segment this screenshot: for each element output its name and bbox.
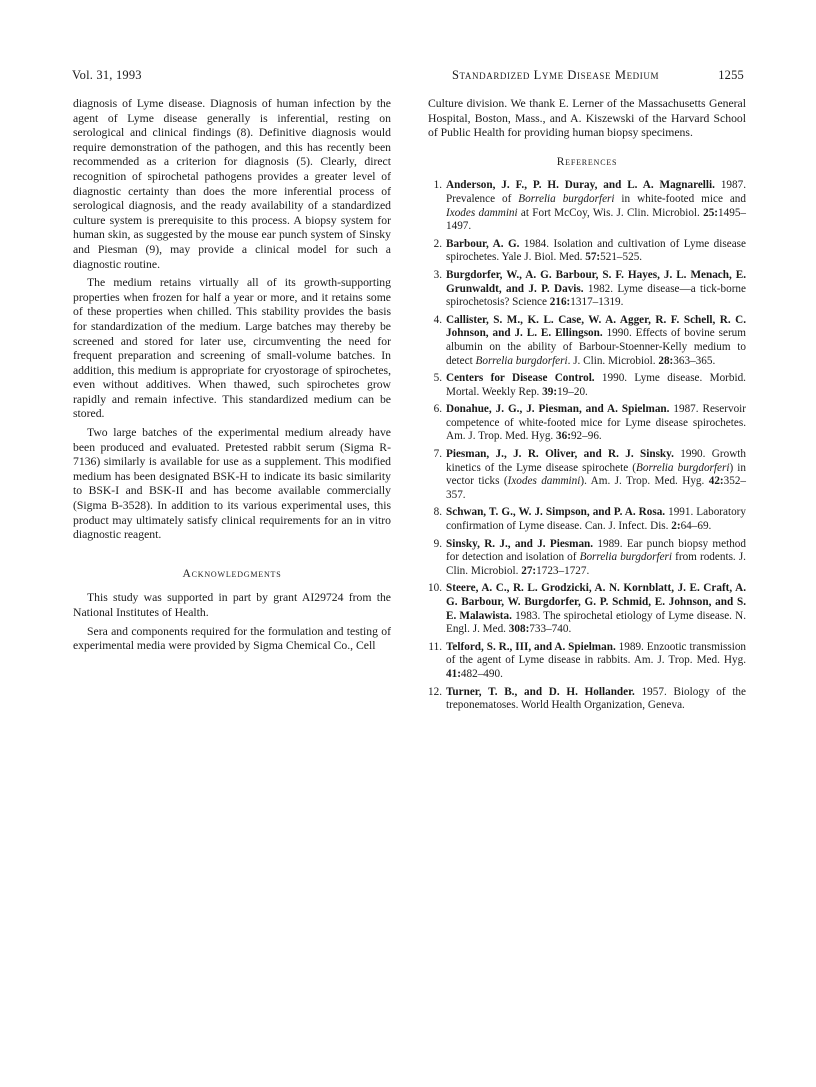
reference-volume: 2: xyxy=(671,520,681,533)
reference-italic-term: Borrelia burgdorferi xyxy=(518,192,615,205)
acknowledgment-paragraph: This study was supported in part by grant AI29724 from the National Institutes of Health. xyxy=(73,591,391,619)
reference-authors: Turner, T. B., and D. H. Hollander. xyxy=(446,685,635,698)
reference-text: Schwan, T. G., W. J. Simpson, and P. A. Rosa. 1991. Laboratory confirmation of Lyme disease. Can. J. Infect. Dis. 2:64–69. xyxy=(446,506,747,533)
body-paragraph: Two large batches of the experimental medium already have been produced and evaluated. Pretested rabbit serum (Sigma R-7136) similarly is available for use as a supplement. This modified medium has been designated BSK-H to indicate its basic similarity to BSK-I and BSK-II and has become available commercially (Sigma B-3528). In addition to its various experimental uses, this product may ultimately satisfy clinical requirements for an in vitro diagnostic reagent. xyxy=(73,426,391,542)
reference-volume: 57: xyxy=(585,251,601,264)
reference-item xyxy=(428,403,746,444)
reference-italic-term: Borrelia burgdorferi xyxy=(579,551,673,564)
reference-number: 11. xyxy=(428,640,442,653)
reference-volume: 36: xyxy=(556,430,571,443)
reference-item xyxy=(428,372,746,399)
references-heading: References xyxy=(556,155,618,168)
reference-text: Turner, T. B., and D. H. Hollander. 1957. Biology of the treponematoses. World Health Organization, Geneva. xyxy=(446,685,746,712)
reference-italic-term: Borrelia burgdorferi xyxy=(636,461,730,474)
body-paragraph: diagnosis of Lyme disease. Diagnosis of human infection by the agent of Lyme disease generally is inferential, resting on serological and clinical findings (8). Definitive diagnosis would require demonstration of the pathogen, and this has recently been recommended as a criterion for diagnosis (5). Clearly, direct recognition of spirochetal pathogens provides a greater level of diagnostic certainty than does the more inferential process of serological diagnosis, and the ready availability of a standardized culture system is prerequisite to this process. A biopsy system for human skin, as suggested by the mouse ear punch system of Sinsky and Piesman (9), may provide a clinical model for such a diagnostic routine. xyxy=(73,97,391,271)
reference-number: 3. xyxy=(433,268,442,281)
reference-item xyxy=(428,582,746,636)
journal-volume: Vol. 31, 1993 xyxy=(72,68,142,82)
reference-number: 6. xyxy=(433,403,442,416)
reference-italic-term: Ixodes dammini xyxy=(507,475,581,488)
reference-text: Centers for Disease Control. 1990. Lyme disease. Morbid. Mortal. Weekly Rep. 39:19–20. xyxy=(446,372,746,398)
reference-authors: Schwan, T. G., W. J. Simpson, and P. A. Rosa. xyxy=(446,506,666,519)
reference-number: 8. xyxy=(433,506,442,519)
reference-authors: Telford, S. R., III, and A. Spielman. xyxy=(446,640,616,653)
reference-text: Callister, S. M., K. L. Case, W. A. Agger, R. F. Schell, R. C. Johnson, and J. L. E. Ellingson. 1990. Effects of bovine serum albumin on the ability of Barbour-Stoenner-Kelly medium to detect Borrelia burgdorferi. J. Clin. Microbiol. 28:363–365. xyxy=(446,313,746,367)
reference-volume: 28: xyxy=(658,354,674,367)
reference-number: 7. xyxy=(433,448,442,461)
reference-authors: Callister, S. M., K. L. Case, W. A. Agger, R. F. Schell, R. C. Johnson, and J. L. E. Ellingson. xyxy=(446,313,746,340)
reference-number: 5. xyxy=(433,372,442,385)
reference-volume: 27: xyxy=(521,564,537,577)
reference-item xyxy=(428,506,746,533)
reference-volume: 41: xyxy=(446,667,461,680)
reference-authors: Barbour, A. G. xyxy=(446,237,520,250)
reference-authors: Donahue, J. G., J. Piesman, and A. Spielman. xyxy=(446,403,670,416)
acknowledgment-continuation: Culture division. We thank E. Lerner of the Massachusetts General Hospital, Boston, Mass., and A. Kiszewski of the Harvard School of Public Health for providing human biopsy specimens. xyxy=(428,97,746,140)
acknowledgment-paragraph: Sera and components required for the formulation and testing of experimental media were provided by Sigma Chemical Co., Cell xyxy=(73,624,391,653)
reference-text: Telford, S. R., III, and A. Spielman. 1989. Enzootic transmission of the agent of Lyme disease in rabbits. Am. J. Trop. Med. Hyg. 41:482–490. xyxy=(446,640,747,680)
reference-volume: 39: xyxy=(542,385,558,398)
running-header xyxy=(72,68,744,86)
acknowledgments-heading: Acknowledgments xyxy=(182,567,282,580)
reference-number: 9. xyxy=(433,537,442,550)
reference-authors: Piesman, J., J. R. Oliver, and R. J. Sinsky. xyxy=(446,448,674,461)
reference-item xyxy=(428,314,746,368)
reference-number: 1. xyxy=(433,179,442,192)
reference-number: 4. xyxy=(433,313,442,326)
reference-text: Anderson, J. F., P. H. Duray, and L. A. Magnarelli. 1987. Prevalence of Borrelia burgdorferi in white-footed mice and Ixodes dammini at Fort McCoy, Wis. J. Clin. Microbiol. 25:1495–1497. xyxy=(446,179,746,233)
reference-number: 12. xyxy=(428,685,442,698)
reference-item xyxy=(428,686,746,713)
running-title: Standardized Lyme Disease Medium xyxy=(452,68,660,82)
reference-item xyxy=(428,179,746,233)
reference-authors: Centers for Disease Control. xyxy=(446,372,595,385)
reference-text: Sinsky, R. J., and J. Piesman. 1989. Ear punch biopsy method for detection and isolation of Borrelia burgdorferi from rodents. J. Clin. Microbiol. 27:1723–1727. xyxy=(446,537,746,577)
reference-item xyxy=(428,448,746,502)
reference-authors: Anderson, J. F., P. H. Duray, and L. A. Magnarelli. xyxy=(446,179,715,192)
body-paragraph: The medium retains virtually all of its growth-supporting properties when frozen for half a year or more, and it retains some of these properties when chilled. This stability provides the basis for standardization of the medium. Large batches may thereby be screened and stored for later use, circumventing the need for frequent preparation and screening of small-volume batches. In addition, this medium is appropriate for cryostorage of spirochetes, even without additives. When thawed, such spirochetes grow rapidly and remain infective. This standardized medium can be stored. xyxy=(73,276,391,421)
reference-volume: 216: xyxy=(549,296,571,309)
reference-authors: Sinsky, R. J., and J. Piesman. xyxy=(446,537,594,550)
right-column xyxy=(428,97,746,717)
reference-volume: 42: xyxy=(708,475,724,488)
reference-text: Steere, A. C., R. L. Grodzicki, A. N. Kornblatt, J. E. Craft, A. G. Barbour, W. Burgdorfer, G. P. Schmid, E. Johnson, and S. E. Malawista. 1983. The spirochetal etiology of Lyme disease. N. Engl. J. Med. 308:733–740. xyxy=(446,582,746,636)
reference-number: 10. xyxy=(428,582,442,595)
reference-text: Piesman, J., J. R. Oliver, and R. J. Sinsky. 1990. Growth kinetics of the Lyme disease spirochete (Borrelia burgdorferi) in vector ticks (Ixodes dammini). Am. J. Trop. Med. Hyg. 42:352–357. xyxy=(446,448,747,501)
reference-text: Burgdorfer, W., A. G. Barbour, S. F. Hayes, J. L. Menach, E. Grunwaldt, and J. P. Davis. 1982. Lyme disease—a tick-borne spirochetosis? Science 216:1317–1319. xyxy=(446,268,746,309)
reference-item xyxy=(428,238,746,265)
reference-text: Donahue, J. G., J. Piesman, and A. Spielman. 1987. Reservoir competence of white-footed mice for Lyme disease spirochetes. Am. J. Trop. Med. Hyg. 36:92–96. xyxy=(446,403,746,443)
reference-volume: 308: xyxy=(508,623,530,636)
reference-volume: 25: xyxy=(703,206,719,219)
reference-text: Barbour, A. G. 1984. Isolation and cultivation of Lyme disease spirochetes. Yale J. Biol. Med. 57:521–525. xyxy=(446,237,746,264)
reference-authors: Steere, A. C., R. L. Grodzicki, A. N. Kornblatt, J. E. Craft, A. G. Barbour, W. Burgdorfer, G. P. Schmid, E. Johnson, and S. E. Malawista. xyxy=(446,582,746,622)
reference-italic-term: Borrelia burgdorferi xyxy=(475,354,568,367)
reference-italic-term: Ixodes dammini xyxy=(446,206,518,219)
reference-list xyxy=(428,179,746,712)
reference-number: 2. xyxy=(433,237,442,250)
reference-item xyxy=(428,269,746,310)
reference-authors: Burgdorfer, W., A. G. Barbour, S. F. Hayes, J. L. Menach, E. Grunwaldt, and J. P. Davis. xyxy=(446,268,746,295)
left-column xyxy=(73,97,391,654)
reference-item xyxy=(428,538,746,579)
reference-item xyxy=(428,641,746,682)
page-number: 1255 xyxy=(718,68,744,82)
